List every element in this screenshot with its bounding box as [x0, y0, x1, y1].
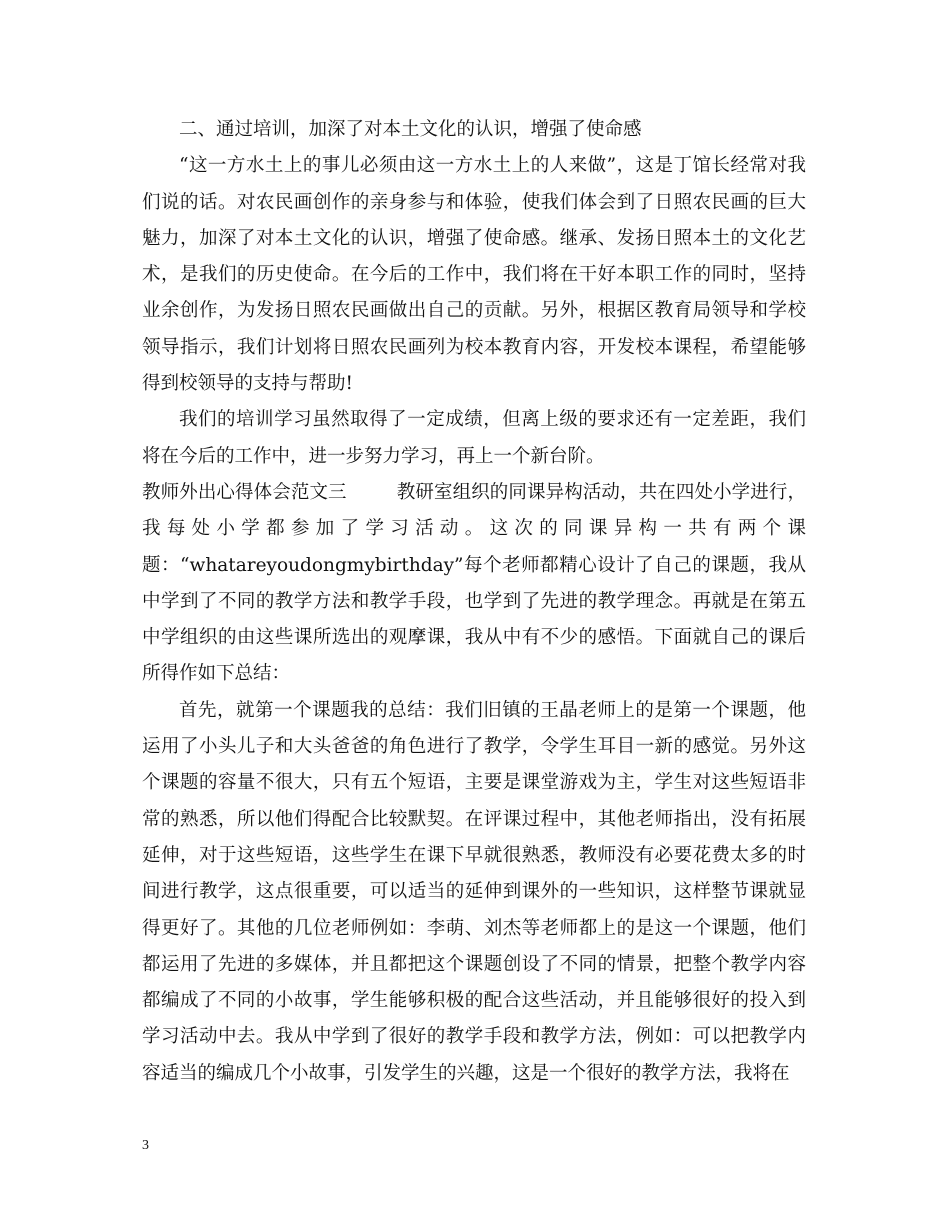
paragraph: 首先，就第一个课题我的总结：我们旧镇的王晶老师上的是第一个课题，他运用了小头儿子和大头爸爸的角色进行了教学，令学生耳目一新的感觉。另外这个课题的容量不很大，只有五个短语，主要是课堂游戏为主，学生对这些短语非常的熟悉，所以他们得配合比较默契。在评课过程中，其他老师指出，没有拓展延伸，对于这些短语，这些学生在课下早就很熟悉，教师没有必要花费太多的时间进行教学，这点很重要，可以适当的延伸到课外的一些知识，这样整节课就显得更好了。其他的几位老师例如：李萌、刘杰等老师都上的是这一个课题，他们都运用了先进的多媒体，并且都把这个课题创设了不同的情景，把整个教学内容都编成了不同的小故事，学生能够积极的配合这些活动，并且能够很好的投入到学习活动中去。我从中学到了很好的教学手段和教学方法，例如：可以把教学内容适当的编成几个小故事，引发学生的兴趣，这是一个很好的教学方法，我将在: [142, 699, 806, 1084]
article-intro: 教研室组织的同课异构活动，共在四处小学进行，我每处小学都参加了学习活动。这次的同课异构一共有两个课题：“whatareyoudongmybirthday”每个老师都精心设计了自己的课题，我从中学到了不同的教学方法和教学手段，也学到了先进的教学理念。再就是在第五中学组织的由这些课所选出的观摩课，我从中有不少的感悟。下面就自己的课后所得作如下总结：: [142, 481, 806, 685]
article-title: 教师外出心得体会范文三: [142, 481, 347, 503]
article-block: [142, 475, 806, 693]
document-body: [142, 112, 806, 1092]
page-number: 3: [142, 1138, 149, 1153]
section-heading: 二、通过培训，加深了对本土文化的认识，增强了使命感: [179, 119, 642, 140]
paragraph: 我们的培训学习虽然取得了一定成绩，但离上级的要求还有一定差距，我们将在今后的工作中，进一步努力学习，再上一个新台阶。: [142, 409, 806, 467]
paragraph: “这一方水土上的事儿必须由这一方水土上的人来做”，这是丁馆长经常对我们说的话。对农民画创作的亲身参与和体验，使我们体会到了日照农民画的巨大魅力，加深了对本土文化的认识，增强了使命感。继承、发扬日照本土的文化艺术，是我们的历史使命。在今后的工作中，我们将在干好本职工作的同时，坚持业余创作，为发扬日照农民画做出自己的贡献。另外，根据区教育局领导和学校领导指示，我们计划将日照农民画列为校本教育内容，开发校本课程，希望能够得到校领导的支持与帮助!: [142, 155, 806, 395]
